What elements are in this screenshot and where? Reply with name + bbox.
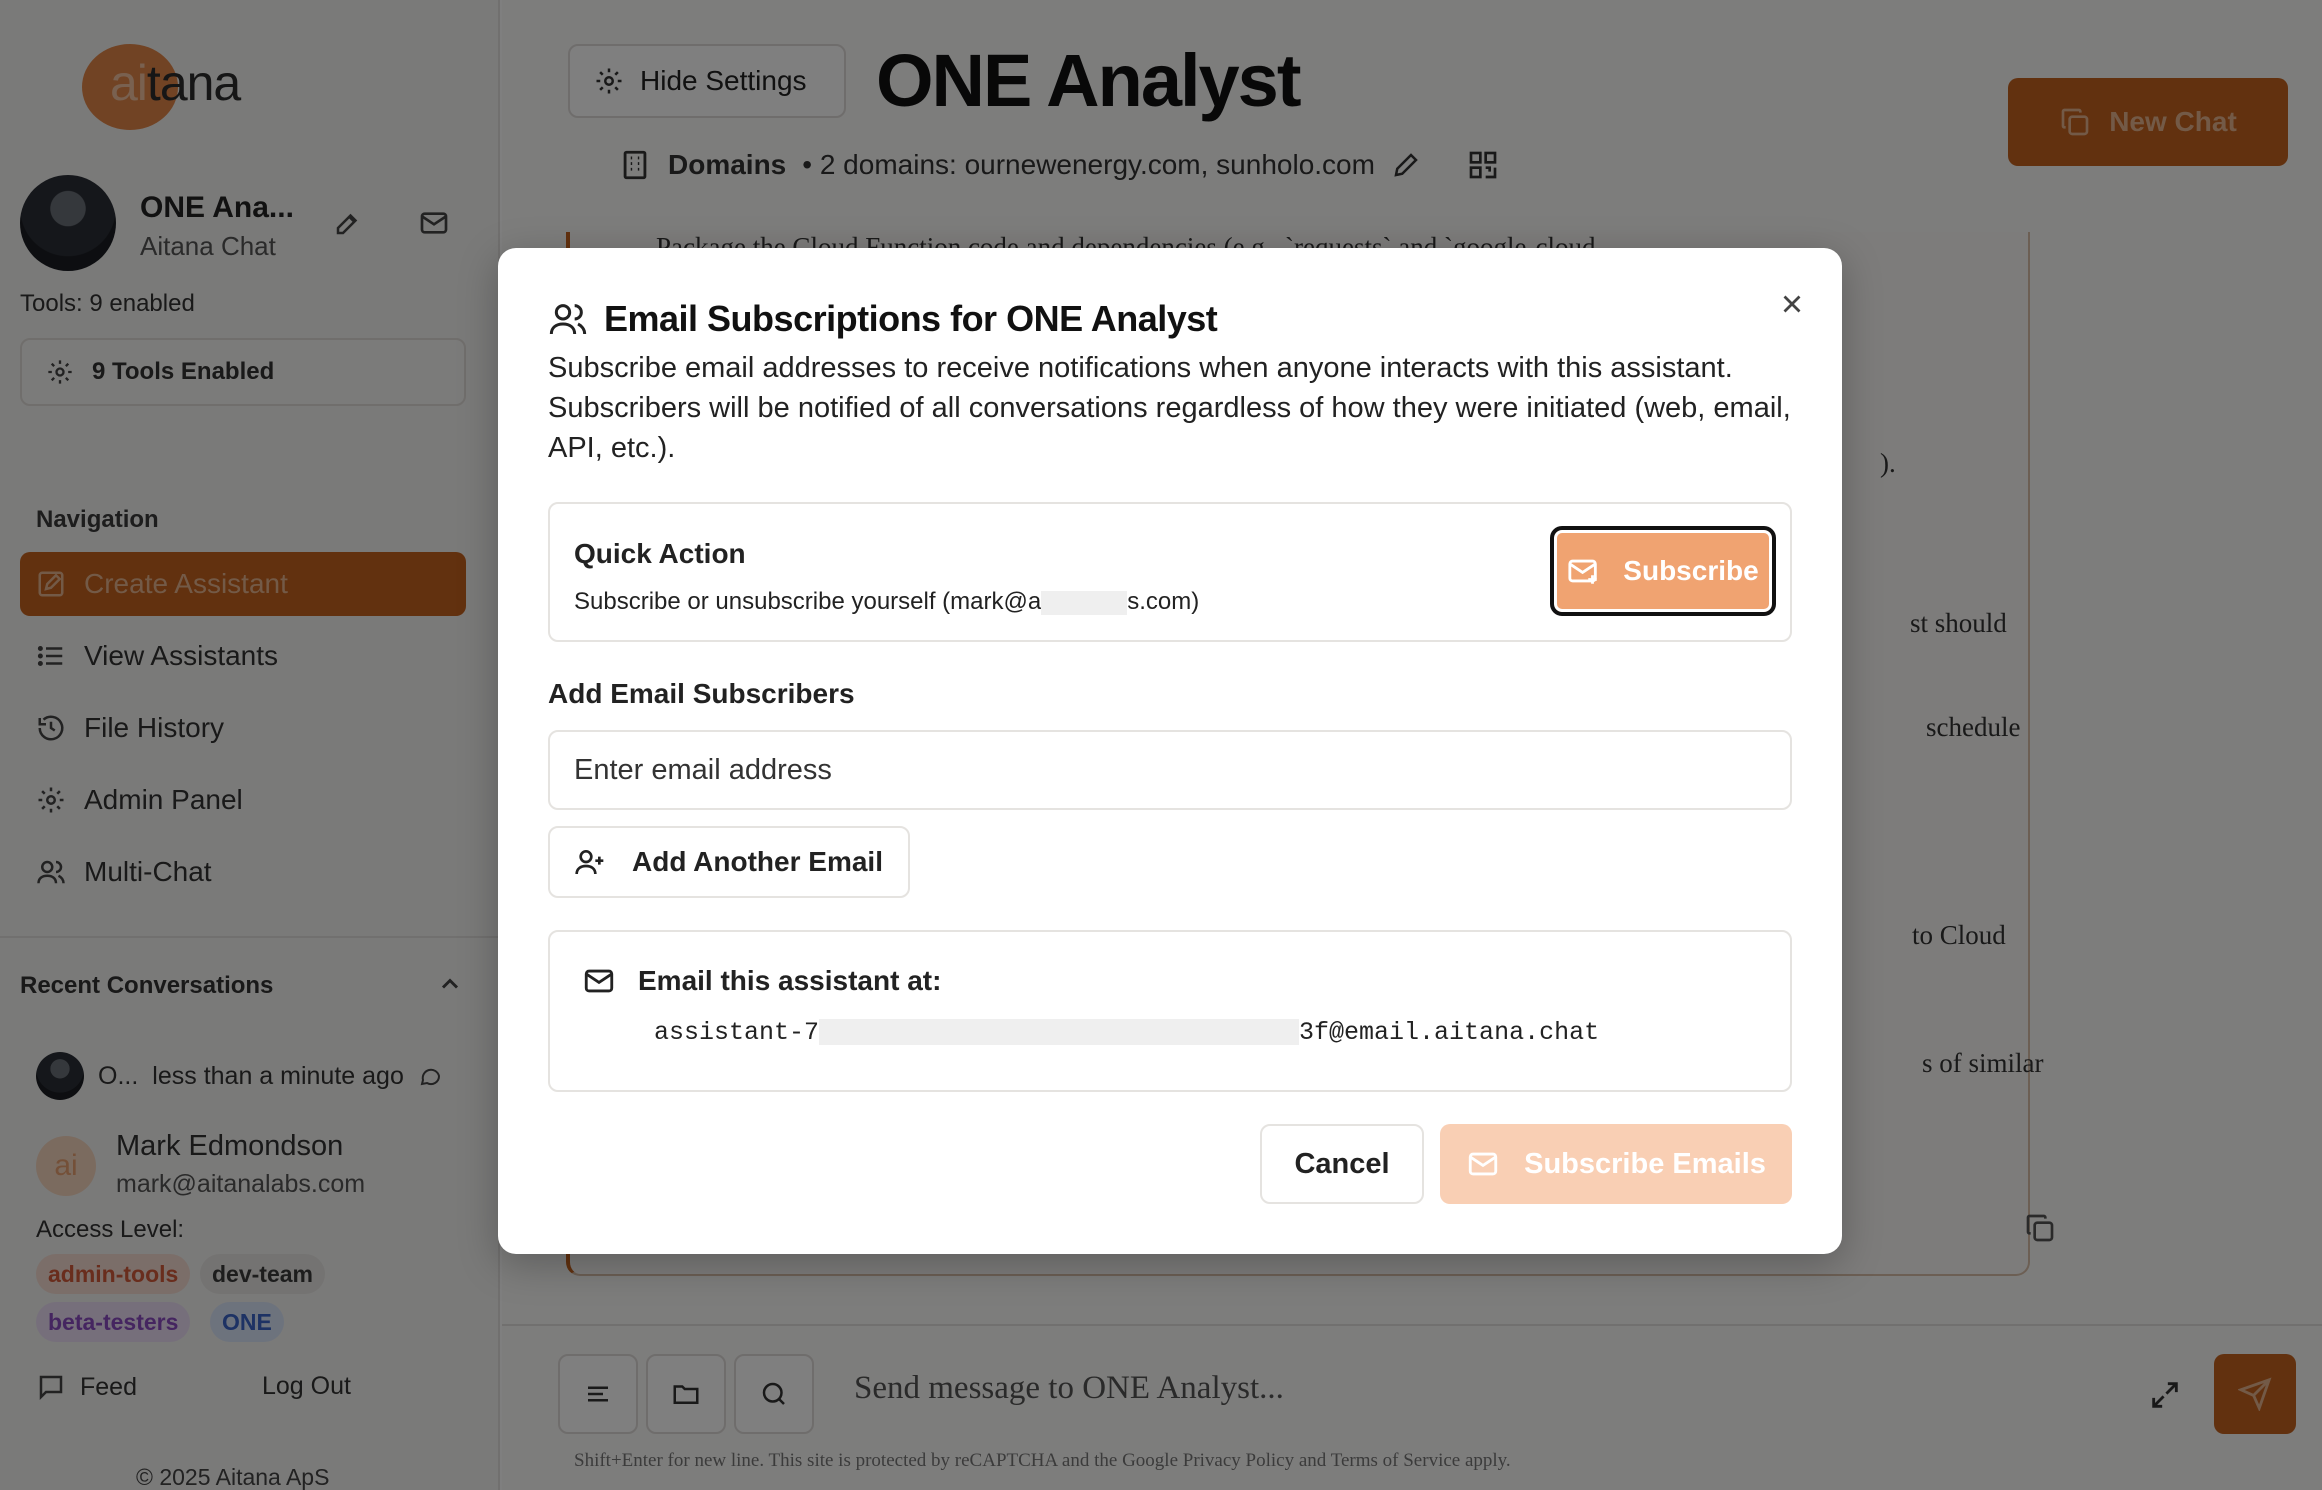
cancel-button[interactable]: Cancel	[1260, 1124, 1424, 1204]
redacted-block	[1041, 591, 1127, 615]
email-subscriptions-modal	[498, 248, 1842, 1254]
quick-action-subtitle-prefix: Subscribe or unsubscribe yourself (mark@a	[574, 588, 1042, 615]
assistant-email-title	[582, 964, 941, 998]
assistant-email-box	[548, 930, 1792, 1092]
quick-action-subtitle	[574, 588, 1199, 616]
add-another-label: Add Another Email	[632, 846, 883, 877]
close-icon	[1777, 289, 1807, 319]
mail-icon	[582, 964, 616, 998]
assistant-email-prefix: assistant-7	[654, 1018, 820, 1047]
subscribe-emails-button[interactable]	[1440, 1124, 1792, 1204]
modal-title: Email Subscriptions for ONE Analyst	[604, 298, 1218, 339]
modal-description: Subscribe email addresses to receive notifications when anyone interacts with this assistant. Subscribers will be notified of all conversations regardless of how they were initiated (web, email, API, etc.).	[548, 352, 1791, 464]
modal-header	[548, 298, 1217, 340]
add-subscribers-title: Add Email Subscribers	[548, 678, 855, 709]
add-another-email-button[interactable]	[548, 826, 910, 898]
quick-action-box	[548, 502, 1792, 642]
subscribe-self-button[interactable]	[1550, 526, 1776, 616]
assistant-email-address[interactable]	[654, 1018, 1599, 1047]
redacted-block	[819, 1019, 1299, 1045]
quick-action-title: Quick Action	[574, 538, 746, 569]
subscribe-self-label: Subscribe	[1623, 555, 1759, 586]
assistant-email-title-label: Email this assistant at:	[638, 965, 942, 996]
mail-plus-icon	[1567, 554, 1601, 588]
user-plus-icon	[574, 846, 606, 878]
email-input[interactable]	[548, 730, 1792, 810]
assistant-email-suffix: 3f@email.aitana.chat	[1299, 1018, 1600, 1047]
subscribe-emails-label: Subscribe Emails	[1524, 1147, 1766, 1180]
quick-action-subtitle-suffix: s.com)	[1127, 588, 1200, 615]
mail-icon	[1466, 1147, 1500, 1181]
users-icon	[548, 299, 588, 339]
close-modal-button[interactable]	[1772, 284, 1812, 324]
